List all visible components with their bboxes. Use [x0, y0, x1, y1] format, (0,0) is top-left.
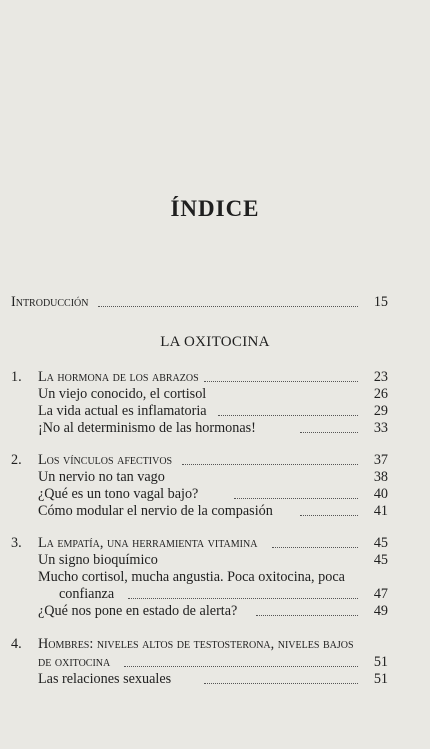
toc-entry-label: ¿Qué nos pone en estado de alerta?	[38, 603, 238, 619]
dot-leader	[182, 464, 358, 465]
dot-leader	[98, 306, 358, 307]
toc-page-number: 26	[373, 386, 388, 402]
toc-entry-label: ¡No al determinismo de las hormonas!	[38, 420, 256, 436]
toc-entry-label: Un viejo conocido, el cortisol	[38, 386, 207, 402]
toc-page-number: 33	[373, 420, 388, 436]
toc-entry-label: La vida actual es inflamatoria	[38, 403, 207, 419]
chapter-title-continued: de oxitocina	[38, 654, 111, 670]
dot-leader	[234, 498, 358, 499]
toc-page-number: 40	[373, 486, 388, 502]
chapter-number: 2.	[11, 452, 22, 468]
toc-page-number: 23	[373, 369, 388, 385]
toc-page-number: 45	[373, 552, 388, 568]
toc-entry	[0, 501, 430, 521]
toc-entry	[0, 601, 430, 621]
dot-leader	[124, 666, 358, 667]
toc-page-number: 51	[373, 654, 388, 670]
toc-page-number: 45	[373, 535, 388, 551]
dot-leader	[218, 415, 358, 416]
chapter-title: Hombres: niveles altos de testosterona, niveles bajos	[38, 636, 354, 652]
toc-page-number: 49	[373, 603, 388, 619]
dot-leader	[300, 515, 358, 516]
dot-leader	[204, 381, 358, 382]
toc-entry	[0, 418, 430, 438]
toc-entry-label: Las relaciones sexuales	[38, 671, 172, 687]
chapter-number: 1.	[11, 369, 22, 385]
chapter-title: La empatía, una herramienta vitamina	[38, 535, 258, 551]
toc-page-number: 37	[373, 452, 388, 468]
toc-page-number: 47	[373, 586, 388, 602]
toc-entry-label: Mucho cortisol, mucha angustia. Poca oxitocina, poca	[38, 569, 345, 585]
dot-leader	[272, 547, 358, 548]
toc-page-number: 51	[373, 671, 388, 687]
dot-leader	[300, 432, 358, 433]
toc-page-number: 15	[373, 294, 388, 310]
toc-entry-label: Un signo bioquímico	[38, 552, 158, 568]
dot-leader	[128, 598, 358, 599]
part-heading: LA OXITOCINA	[160, 334, 270, 350]
chapter-title: Los vínculos afectivos	[38, 452, 173, 468]
toc-page-number: 41	[373, 503, 388, 519]
toc-entry-introduccion	[0, 292, 430, 312]
toc-page-number: 29	[373, 403, 388, 419]
chapter-number: 4.	[11, 636, 22, 652]
chapter-title: La hormona de los abrazos	[38, 369, 199, 385]
dot-leader	[256, 615, 358, 616]
toc-entry-label-continued: confianza	[59, 586, 115, 602]
page-title: ÍNDICE	[170, 196, 260, 221]
toc-entry	[0, 669, 430, 689]
dot-leader	[204, 683, 358, 684]
toc-chapter-4-line-1	[0, 634, 430, 654]
toc-entry-label: ¿Qué es un tono vagal bajo?	[38, 486, 199, 502]
toc-entry-label: Introducción	[11, 294, 89, 310]
toc-entry-label: Un nervio no tan vago	[38, 469, 165, 485]
toc-page-number: 38	[373, 469, 388, 485]
toc-entry-label: Cómo modular el nervio de la compasión	[38, 503, 273, 519]
chapter-number: 3.	[11, 535, 22, 551]
